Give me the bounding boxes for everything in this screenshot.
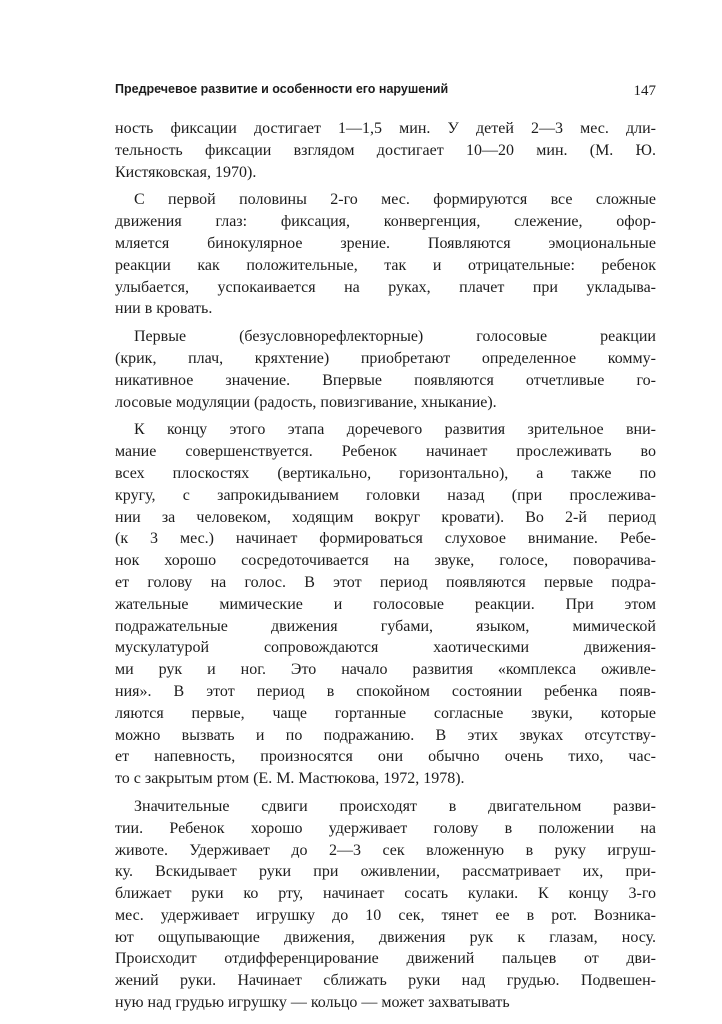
text-line: ность фиксации достигает 1—1,5 мин. У детей 2—3 мес. дли- bbox=[115, 120, 656, 137]
text-line: С первой половины 2-го мес. формируются все сложные bbox=[134, 191, 656, 209]
text-line: нок хорошо сосредоточивается на звуке, голосе, поворачива- bbox=[115, 552, 656, 570]
text-line: движения глаз: фиксация, конвергенция, слежение, офор- bbox=[115, 213, 656, 231]
text-line: тии. Ребенок хорошо удерживает голову в положении на bbox=[115, 819, 656, 837]
text-line: ляются первые, чаще гортанные согласные звуки, которые bbox=[115, 704, 656, 722]
text-line: ную над грудью игрушку — кольцо — может захватывать bbox=[115, 994, 510, 1012]
text-line: лосовые модуляции (радость, повизгивание, хныкание). bbox=[115, 393, 497, 411]
text-line: ку. Вскидывает руки при оживлении, рассматривает их, при- bbox=[115, 863, 656, 881]
text-line: жений руки. Начинает сближать руки над грудью. Подвешен- bbox=[115, 972, 656, 990]
text-line: мание совершенствуется. Ребенок начинает прослеживать во bbox=[115, 443, 656, 461]
text-line: нии за человеком, ходящим вокруг кровати). Во 2-й период bbox=[115, 508, 656, 526]
text-line: реакции как положительные, так и отрицательные: ребенок bbox=[115, 256, 656, 274]
text-line: мляется бинокулярное зрение. Появляются эмоциональные bbox=[115, 234, 656, 252]
text-line: Кистяковская, 1970). bbox=[115, 163, 257, 181]
text-line: нии в кровать. bbox=[115, 300, 213, 318]
text-line: (крик, плач, кряхтение) приобретают определенное комму- bbox=[115, 349, 656, 367]
page-number: 147 bbox=[633, 83, 656, 99]
paragraph bbox=[115, 796, 656, 1014]
body-text bbox=[115, 118, 656, 1020]
text-line: К концу этого этапа доречевого развития зрительное вни- bbox=[134, 421, 656, 439]
text-line: Происходит отдифференцирование движений пальцев от дви- bbox=[115, 950, 656, 968]
text-line: кругу, с запрокидыванием головки назад (при прослежива- bbox=[115, 486, 656, 504]
paragraph bbox=[115, 189, 656, 320]
text-line: животе. Удерживает до 2—3 сек вложенную в руку игруш- bbox=[115, 841, 656, 859]
text-line: то с закрытым ртом (Е. М. Мастюкова, 1972, 1978). bbox=[115, 770, 465, 788]
text-line: улыбается, успокаивается на руках, плачет при укладыва- bbox=[115, 278, 656, 296]
text-line: Значительные сдвиги происходят в двигательном разви- bbox=[134, 797, 656, 815]
text-line: мускулатурой сопровождаются хаотическими движения- bbox=[115, 639, 656, 657]
text-line: ет голову на голос. В этот период появляются первые подра- bbox=[115, 573, 656, 591]
text-line: ет напевность, произносятся они обычно очень тихо, час- bbox=[115, 748, 656, 766]
running-header bbox=[115, 82, 656, 102]
paragraph bbox=[115, 118, 656, 183]
running-title: Предречевое развитие и особенности его нарушений bbox=[115, 82, 449, 96]
text-line: жательные мимические и голосовые реакции. При этом bbox=[115, 595, 656, 613]
text-line: мес. удерживает игрушку до 10 сек, тянет ее в рот. Возника- bbox=[115, 906, 656, 924]
text-line: подражательные движения губами, языком, мимической bbox=[115, 617, 656, 635]
text-line: ми рук и ног. Это начало развития «комплекса оживле- bbox=[115, 661, 656, 679]
text-line: ния». В этот период в спокойном состоянии ребенка появ- bbox=[115, 682, 656, 700]
text-line: всех плоскостях (вертикально, горизонтально), а также по bbox=[115, 464, 656, 482]
text-line: никативное значение. Впервые появляются отчетливые го- bbox=[115, 371, 656, 389]
text-line: ближает руки ко рту, начинает сосать кулаки. К концу 3-го bbox=[115, 885, 656, 903]
text-line: можно вызвать и по подражанию. В этих звуках отсутству- bbox=[115, 726, 656, 744]
text-line: тельность фиксации взглядом достигает 10—20 мин. (М. Ю. bbox=[115, 141, 656, 159]
paragraph bbox=[115, 419, 656, 790]
text-line: (к 3 мес.) начинает формироваться слуховое внимание. Ребе- bbox=[115, 530, 656, 548]
text-line: Первые (безусловнорефлекторные) голосовые реакции bbox=[134, 328, 656, 346]
text-line: ют ощупывающие движения, движения рук к глазам, носу. bbox=[115, 928, 656, 946]
paragraph bbox=[115, 326, 656, 413]
